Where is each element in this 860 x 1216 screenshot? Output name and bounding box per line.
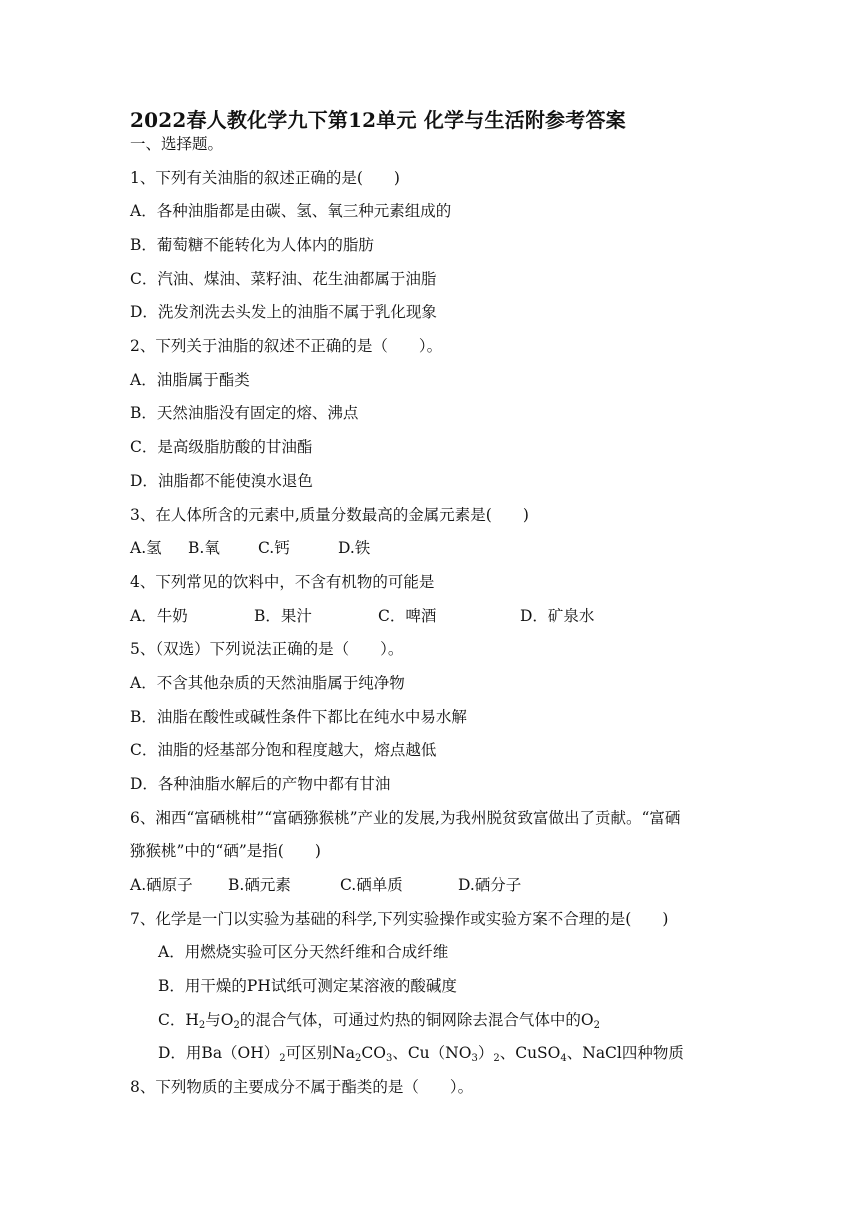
- question-7-option-d: [158, 1043, 684, 1063]
- question-7-option-c: [158, 1010, 600, 1030]
- question-1-option-a: A．各种油脂都是由碳、氢、氧三种元素组成的: [130, 202, 452, 220]
- q7d-sub-2: 2: [354, 1053, 362, 1064]
- q7d-sub-1: 2: [279, 1053, 286, 1064]
- q7d-text-6: 、CuSO: [499, 1044, 561, 1062]
- question-4-option-c: C．啤酒: [378, 607, 437, 625]
- question-1-option-b: B．葡萄糖不能转化为人体内的脂肪: [130, 236, 374, 254]
- question-3-option-a: A.氢: [130, 539, 162, 557]
- question-4-stem: 4、下列常见的饮料中，不含有机物的可能是: [130, 573, 435, 591]
- question-4-options: [130, 606, 594, 626]
- q7c-sub-2: 2: [233, 1020, 240, 1031]
- question-7-option-a: A．用燃烧实验可区分天然纤维和合成纤维: [158, 943, 449, 961]
- q7c-text-3: 的混合气体，可通过灼热的铜网除去混合气体中的O: [239, 1011, 594, 1029]
- q7d-text-4: 、Cu（NO: [392, 1044, 472, 1062]
- document-title: 2022春人教化学九下第12单元 化学与生活附参考答案: [130, 108, 626, 132]
- q7d-text-7: 、NaCl四种物质: [566, 1044, 684, 1062]
- question-1-stem: 1、下列有关油脂的叙述正确的是( ): [130, 169, 400, 187]
- question-2-option-a: A．油脂属于酯类: [130, 371, 250, 389]
- question-6-option-a: A.硒原子: [130, 876, 193, 894]
- q7d-text-5: ）: [477, 1044, 494, 1062]
- question-6-stem-line-2: 猕猴桃”中的“硒”是指( ): [130, 842, 321, 860]
- q7c-sub-1: 2: [198, 1020, 206, 1031]
- q7d-sub-4: 3: [471, 1053, 478, 1064]
- q7c-text-1: C．H: [158, 1011, 199, 1029]
- q7c-text-2: 与O: [205, 1011, 234, 1029]
- section-heading: 一、选择题。: [130, 135, 224, 153]
- question-4-option-a: A．牛奶: [130, 607, 188, 625]
- question-6-option-c: C.硒单质: [340, 876, 403, 894]
- question-6-option-b: B.硒元素: [228, 876, 291, 894]
- question-8-stem: 8、下列物质的主要成分不属于酯类的是（ ）。: [130, 1078, 474, 1096]
- question-4-option-d: D．矿泉水: [520, 607, 595, 625]
- q7c-sub-3: 2: [593, 1020, 600, 1031]
- question-4-option-b: B．果汁: [254, 607, 312, 625]
- question-6-option-d: D.硒分子: [458, 876, 522, 894]
- question-2-option-b: B．天然油脂没有固定的熔、沸点: [130, 404, 359, 422]
- question-5-option-c: C．油脂的烃基部分饱和程度越大，熔点越低: [130, 741, 437, 759]
- question-7-stem: 7、化学是一门以实验为基础的科学,下列实验操作或实验方案不合理的是( ): [130, 910, 669, 928]
- q7d-text-2: 可区别Na: [285, 1044, 355, 1062]
- q7d-text-3: CO: [361, 1044, 386, 1062]
- q7d-sub-5: 2: [493, 1053, 500, 1064]
- question-2-stem: 2、下列关于油脂的叙述不正确的是（ ）。: [130, 337, 443, 355]
- question-7-option-b: B．用干燥的PH试纸可测定某溶液的酸碱度: [158, 977, 457, 995]
- q7d-text-1: D．用Ba（OH）: [158, 1044, 280, 1062]
- question-5-stem: 5、（双选）下列说法正确的是（ ）。: [130, 640, 404, 658]
- q7d-sub-3: 3: [385, 1053, 393, 1064]
- q7d-sub-6: 4: [560, 1053, 567, 1064]
- question-2-option-c: C．是高级脂肪酸的甘油酯: [130, 438, 313, 456]
- question-3-options: [130, 538, 370, 558]
- question-1-option-d: D．洗发剂洗去头发上的油脂不属于乳化现象: [130, 303, 437, 321]
- question-3-option-b: B.氧: [188, 539, 220, 557]
- question-3-option-c: C.钙: [258, 539, 290, 557]
- question-5-option-d: D．各种油脂水解后的产物中都有甘油: [130, 775, 391, 793]
- question-2-option-d: D．油脂都不能使溴水退色: [130, 472, 313, 490]
- question-6-stem-line-1: 6、湘西“富硒桃柑”“富硒猕猴桃”产业的发展,为我州脱贫致富做出了贡献。“富硒: [130, 809, 681, 827]
- question-5-option-a: A．不含其他杂质的天然油脂属于纯净物: [130, 674, 405, 692]
- question-6-options: [130, 875, 521, 895]
- question-5-option-b: B．油脂在酸性或碱性条件下都比在纯水中易水解: [130, 708, 467, 726]
- question-1-option-c: C．汽油、煤油、菜籽油、花生油都属于油脂: [130, 270, 437, 288]
- question-3-stem: 3、在人体所含的元素中,质量分数最高的金属元素是( ): [130, 506, 529, 524]
- question-3-option-d: D.铁: [338, 539, 371, 557]
